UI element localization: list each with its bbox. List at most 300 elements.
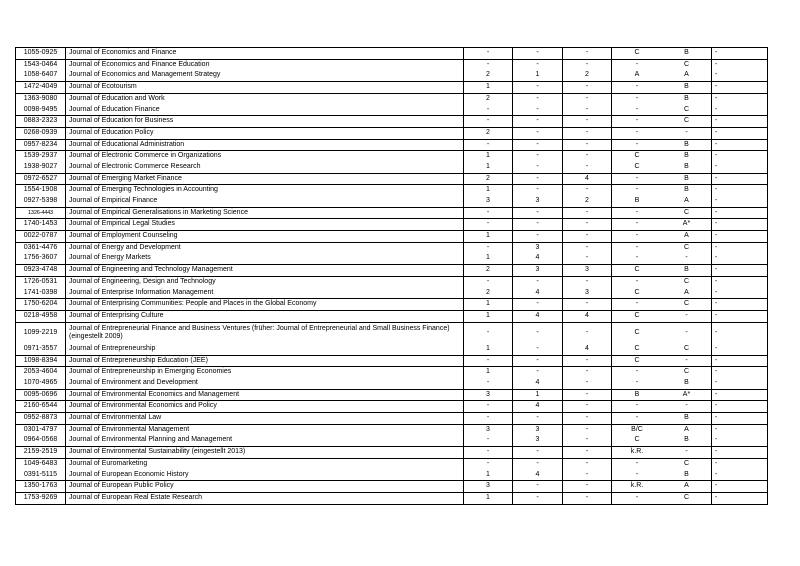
- rating-cell: -: [635, 186, 639, 194]
- rating-cell: -: [715, 60, 718, 68]
- rating-cell: 3: [513, 435, 563, 446]
- journal-name-cell: Journal of Education Finance: [66, 104, 464, 115]
- rating-cell: C: [634, 49, 640, 57]
- rating-cell: -: [513, 60, 563, 71]
- rating-cell: -: [563, 401, 612, 412]
- table-row: [16, 140, 767, 151]
- rating-cell: -: [715, 436, 718, 444]
- rating-cell: 3: [464, 425, 513, 436]
- table-row: [16, 208, 767, 219]
- table-row: [16, 277, 767, 288]
- rating-cell: -: [563, 185, 612, 196]
- rating-cell: 1: [513, 70, 563, 81]
- table-row: [16, 413, 767, 424]
- table-row: [16, 174, 767, 185]
- journal-name-cell: Journal of Economics and Management Strategy: [66, 70, 464, 81]
- rating-cell: -: [464, 401, 513, 412]
- rating-cell: -: [513, 82, 563, 93]
- rating-cell: B/C: [631, 425, 643, 433]
- rating-cell: -: [563, 435, 612, 446]
- journal-name-cell: Journal of Energy and Development: [66, 243, 464, 254]
- issn-cell: 1938-9027: [16, 162, 66, 173]
- journal-name-cell: Journal of Euromarketing: [66, 459, 464, 470]
- journal-name-cell: Journal of Energy Markets: [66, 253, 464, 264]
- journal-name-cell: Journal of Empirical Finance: [66, 196, 464, 207]
- table-row: [16, 243, 767, 254]
- row-group: [16, 401, 767, 413]
- rating-cell: 3: [513, 243, 563, 254]
- row-group: [16, 185, 767, 207]
- rating-cell: -: [464, 459, 513, 470]
- rating-cell: -: [563, 128, 612, 139]
- table-row: [16, 196, 767, 207]
- rating-cell: B: [662, 82, 712, 93]
- issn-cell: 1070-4965: [16, 378, 66, 389]
- rating-cell: -: [513, 94, 563, 105]
- rating-cell: 4: [513, 378, 563, 389]
- rating-cell: -: [464, 413, 513, 424]
- issn-cell: 1350-1763: [16, 481, 66, 492]
- rating-cell: B: [662, 174, 712, 185]
- rating-cell: -: [563, 481, 612, 492]
- rating-cell: B: [662, 94, 712, 105]
- issn-cell: 0927-5398: [16, 196, 66, 207]
- row-group: [16, 94, 767, 116]
- rating-cell: -: [635, 254, 639, 262]
- rating-cell: -: [715, 414, 718, 422]
- rating-cell: -: [513, 356, 563, 367]
- rating-cell: B: [662, 413, 712, 424]
- rating-cell: -: [635, 300, 639, 308]
- rating-cell: -: [635, 470, 639, 478]
- row-group: [16, 356, 767, 368]
- issn-cell: 1726-0531: [16, 277, 66, 288]
- rating-cell: A: [634, 71, 640, 79]
- rating-cell: 1: [464, 469, 513, 480]
- rating-cell: -: [635, 459, 639, 467]
- rating-cell: -: [563, 299, 612, 310]
- rating-cell: -: [563, 231, 612, 242]
- rating-cell: A: [662, 287, 712, 298]
- table-row: [16, 287, 767, 298]
- table-row: [16, 104, 767, 115]
- rating-cell: -: [715, 49, 718, 57]
- rating-cell: 3: [563, 265, 612, 276]
- issn-cell: 1326-4443: [16, 208, 66, 219]
- rating-cell: -: [563, 82, 612, 93]
- rating-cell: -: [635, 83, 639, 91]
- rating-cell: -: [715, 368, 718, 376]
- issn-cell: 1543-0464: [16, 60, 66, 71]
- issn-cell: 1099-2219: [16, 323, 66, 344]
- rating-cell: 1: [464, 151, 513, 162]
- table-row: [16, 60, 767, 71]
- rating-cell: -: [563, 151, 612, 162]
- rating-cell: C: [634, 344, 640, 352]
- journal-name-cell: Journal of Entrepreneurial Finance and Business Ventures (früher: Journal of Entrepreneurial and Small Business Finance) (eingestellt 2009): [66, 323, 464, 344]
- rating-cell: B: [662, 48, 712, 59]
- row-group: [16, 48, 767, 60]
- journal-name-cell: Journal of Entrepreneurship Education (JEE): [66, 356, 464, 367]
- issn-cell: 0268-0939: [16, 128, 66, 139]
- rating-cell: -: [464, 140, 513, 151]
- rating-cell: 4: [563, 311, 612, 322]
- table-row: [16, 253, 767, 264]
- rating-cell: 2: [464, 128, 513, 139]
- rating-cell: -: [563, 323, 612, 344]
- rating-cell: 1: [464, 162, 513, 173]
- rating-cell: -: [715, 117, 718, 125]
- rating-cell: -: [715, 390, 718, 398]
- rating-cell: 1: [464, 253, 513, 264]
- rating-cell: -: [715, 197, 718, 205]
- rating-cell: -: [464, 277, 513, 288]
- rating-cell: -: [662, 401, 712, 412]
- rating-cell: -: [464, 356, 513, 367]
- row-group: [16, 151, 767, 173]
- table-row: [16, 48, 767, 59]
- journal-name-cell: Journal of Empirical Generalisations in Marketing Science: [66, 208, 464, 219]
- row-group: [16, 299, 767, 311]
- rating-cell: -: [635, 117, 639, 125]
- row-group: [16, 323, 767, 356]
- rating-cell: -: [662, 447, 712, 458]
- journal-name-cell: Journal of Empirical Legal Studies: [66, 219, 464, 230]
- rating-cell: 3: [464, 196, 513, 207]
- rating-cell: -: [662, 253, 712, 264]
- journal-name-cell: Journal of Environmental Management: [66, 425, 464, 436]
- rating-cell: 4: [513, 253, 563, 264]
- journal-name-cell: Journal of Emerging Technologies in Accounting: [66, 185, 464, 196]
- issn-cell: 1753-9269: [16, 493, 66, 504]
- table-row: [16, 390, 767, 401]
- row-group: [16, 116, 767, 128]
- rating-cell: -: [635, 232, 639, 240]
- rating-cell: -: [635, 220, 639, 228]
- rating-cell: C: [662, 277, 712, 288]
- rating-cell: -: [563, 48, 612, 59]
- journal-name-cell: Journal of Employment Counseling: [66, 231, 464, 242]
- row-group: [16, 481, 767, 493]
- journal-name-cell: Journal of Enterprising Culture: [66, 311, 464, 322]
- issn-cell: 1098-8394: [16, 356, 66, 367]
- rating-cell: C: [662, 116, 712, 127]
- rating-cell: -: [464, 48, 513, 59]
- rating-cell: -: [464, 378, 513, 389]
- rating-cell: k.R.: [630, 448, 644, 456]
- rating-cell: C: [634, 328, 640, 336]
- rating-cell: -: [513, 323, 563, 344]
- rating-cell: -: [715, 379, 718, 387]
- journal-name-cell: Journal of Environmental Economics and Policy: [66, 401, 464, 412]
- journal-ranking-table: [15, 47, 768, 505]
- table-row: [16, 323, 767, 344]
- rating-cell: -: [715, 254, 718, 262]
- rating-cell: -: [715, 277, 718, 285]
- issn-cell: 0964-0568: [16, 435, 66, 446]
- rating-cell: 1: [464, 367, 513, 378]
- rating-cell: B: [662, 265, 712, 276]
- issn-cell: 0301-4797: [16, 425, 66, 436]
- rating-cell: 3: [464, 390, 513, 401]
- issn-cell: 1539-2937: [16, 151, 66, 162]
- journal-name-cell: Journal of Entrepreneurship: [66, 344, 464, 355]
- rating-cell: -: [635, 60, 639, 68]
- table-row: [16, 185, 767, 196]
- issn-cell: 0361-4476: [16, 243, 66, 254]
- rating-cell: -: [464, 219, 513, 230]
- table-row: [16, 299, 767, 310]
- rating-cell: C: [662, 243, 712, 254]
- rating-cell: -: [662, 311, 712, 322]
- rating-cell: B: [662, 469, 712, 480]
- table-row: [16, 447, 767, 458]
- rating-cell: B: [662, 435, 712, 446]
- rating-cell: 1: [464, 231, 513, 242]
- rating-cell: -: [715, 493, 718, 501]
- rating-cell: -: [464, 435, 513, 446]
- issn-cell: 2159-2519: [16, 447, 66, 458]
- rating-cell: C: [662, 299, 712, 310]
- rating-cell: -: [563, 378, 612, 389]
- rating-cell: -: [563, 140, 612, 151]
- rating-cell: -: [715, 356, 718, 364]
- rating-cell: -: [635, 277, 639, 285]
- table-row: [16, 94, 767, 105]
- rating-cell: -: [715, 243, 718, 251]
- issn-cell: 0883-2323: [16, 116, 66, 127]
- issn-cell: 0095-0696: [16, 390, 66, 401]
- table-row: [16, 435, 767, 446]
- rating-cell: 4: [513, 287, 563, 298]
- rating-cell: 2: [563, 196, 612, 207]
- journal-name-cell: Journal of Electronic Commerce in Organizations: [66, 151, 464, 162]
- rating-cell: -: [635, 140, 639, 148]
- table-row: [16, 311, 767, 322]
- journal-name-cell: Journal of Environmental Economics and Management: [66, 390, 464, 401]
- journal-name-cell: Journal of Education for Business: [66, 116, 464, 127]
- rating-cell: -: [715, 288, 718, 296]
- issn-cell: 0952-8873: [16, 413, 66, 424]
- rating-cell: 1: [464, 344, 513, 355]
- rating-cell: -: [464, 208, 513, 219]
- rating-cell: C: [634, 311, 640, 319]
- row-group: [16, 425, 767, 447]
- rating-cell: -: [715, 232, 718, 240]
- rating-cell: -: [513, 162, 563, 173]
- rating-cell: C: [662, 344, 712, 355]
- table-row: [16, 128, 767, 139]
- issn-cell: 0022-0787: [16, 231, 66, 242]
- rating-cell: -: [715, 470, 718, 478]
- rating-cell: A: [662, 231, 712, 242]
- rating-cell: C: [662, 493, 712, 504]
- rating-cell: 3: [563, 287, 612, 298]
- table-row: [16, 151, 767, 162]
- row-group: [16, 459, 767, 481]
- rating-cell: -: [513, 48, 563, 59]
- rating-cell: -: [513, 447, 563, 458]
- rating-cell: -: [715, 94, 718, 102]
- rating-cell: -: [635, 414, 639, 422]
- rating-cell: -: [635, 128, 639, 136]
- rating-cell: -: [715, 128, 718, 136]
- table-row: [16, 469, 767, 480]
- table-row: [16, 116, 767, 127]
- rating-cell: A: [662, 196, 712, 207]
- row-group: [16, 174, 767, 186]
- rating-cell: -: [513, 151, 563, 162]
- journal-name-cell: Journal of Enterprise Information Management: [66, 287, 464, 298]
- table-row: [16, 344, 767, 355]
- rating-cell: -: [563, 425, 612, 436]
- row-group: [16, 128, 767, 140]
- rating-cell: -: [563, 493, 612, 504]
- rating-cell: -: [513, 174, 563, 185]
- table-row: [16, 82, 767, 93]
- rating-cell: -: [513, 277, 563, 288]
- rating-cell: C: [662, 459, 712, 470]
- rating-cell: B: [662, 151, 712, 162]
- table-row: [16, 219, 767, 230]
- journal-name-cell: Journal of Ecotourism: [66, 82, 464, 93]
- rating-cell: B: [634, 390, 640, 398]
- rating-cell: -: [563, 253, 612, 264]
- issn-cell: 1363-9080: [16, 94, 66, 105]
- rating-cell: -: [563, 60, 612, 71]
- row-group: [16, 265, 767, 277]
- rating-cell: B: [662, 162, 712, 173]
- rating-cell: -: [464, 243, 513, 254]
- row-group: [16, 60, 767, 82]
- rating-cell: C: [634, 266, 640, 274]
- rating-cell: 1: [513, 390, 563, 401]
- rating-cell: -: [563, 390, 612, 401]
- rating-cell: -: [715, 300, 718, 308]
- rating-cell: A: [662, 425, 712, 436]
- rating-cell: -: [715, 208, 718, 216]
- row-group: [16, 447, 767, 459]
- journal-name-cell: Journal of Economics and Finance: [66, 48, 464, 59]
- rating-cell: 2: [464, 70, 513, 81]
- rating-cell: -: [513, 481, 563, 492]
- rating-cell: -: [635, 379, 639, 387]
- issn-cell: 1055-0925: [16, 48, 66, 59]
- rating-cell: -: [563, 459, 612, 470]
- rating-cell: C: [662, 367, 712, 378]
- rating-cell: C: [634, 152, 640, 160]
- rating-cell: B: [634, 197, 640, 205]
- rating-cell: -: [513, 231, 563, 242]
- issn-cell: 0098-9495: [16, 104, 66, 115]
- row-group: [16, 390, 767, 402]
- rating-cell: C: [634, 356, 640, 364]
- rating-cell: -: [563, 94, 612, 105]
- rating-cell: C: [634, 288, 640, 296]
- table-row: [16, 378, 767, 389]
- rating-cell: 4: [513, 311, 563, 322]
- rating-cell: -: [715, 328, 718, 336]
- rating-cell: -: [635, 174, 639, 182]
- rating-cell: -: [464, 116, 513, 127]
- rating-cell: -: [513, 185, 563, 196]
- rating-cell: -: [513, 208, 563, 219]
- journal-name-cell: Journal of Enterprising Communities: People and Places in the Global Economy: [66, 299, 464, 310]
- rating-cell: -: [715, 174, 718, 182]
- journal-name-cell: Journal of European Public Policy: [66, 481, 464, 492]
- table-row: [16, 162, 767, 173]
- journal-name-cell: Journal of Engineering, Design and Technology: [66, 277, 464, 288]
- rating-cell: -: [513, 104, 563, 115]
- journal-name-cell: Journal of Environmental Law: [66, 413, 464, 424]
- rating-cell: 3: [464, 481, 513, 492]
- rating-cell: -: [513, 219, 563, 230]
- rating-cell: -: [513, 493, 563, 504]
- rating-cell: -: [563, 413, 612, 424]
- rating-cell: C: [634, 436, 640, 444]
- issn-cell: 0972-6527: [16, 174, 66, 185]
- rating-cell: -: [563, 243, 612, 254]
- rating-cell: -: [635, 208, 639, 216]
- rating-cell: -: [715, 482, 718, 490]
- issn-cell: 1740-1453: [16, 219, 66, 230]
- journal-name-cell: Journal of Environmental Sustainability (eingestellt 2013): [66, 447, 464, 458]
- rating-cell: -: [513, 299, 563, 310]
- rating-cell: 1: [464, 311, 513, 322]
- rating-cell: 3: [513, 265, 563, 276]
- rating-cell: -: [715, 220, 718, 228]
- rating-cell: -: [662, 356, 712, 367]
- rating-cell: 1: [464, 185, 513, 196]
- rating-cell: -: [715, 162, 718, 170]
- journal-name-cell: Journal of Environment and Development: [66, 378, 464, 389]
- rating-cell: A*: [662, 219, 712, 230]
- rating-cell: -: [635, 105, 639, 113]
- rating-cell: -: [715, 83, 718, 91]
- table-row: [16, 356, 767, 367]
- rating-cell: -: [715, 425, 718, 433]
- table-row: [16, 231, 767, 242]
- table-row: [16, 459, 767, 470]
- rating-cell: -: [715, 459, 718, 467]
- table-row: [16, 265, 767, 276]
- rating-cell: -: [563, 277, 612, 288]
- issn-cell: 1058-6407: [16, 70, 66, 81]
- rating-cell: -: [513, 367, 563, 378]
- journal-name-cell: Journal of Education and Work: [66, 94, 464, 105]
- issn-cell: 2160-6544: [16, 401, 66, 412]
- rating-cell: 2: [464, 174, 513, 185]
- row-group: [16, 277, 767, 299]
- journal-name-cell: Journal of Electronic Commerce Research: [66, 162, 464, 173]
- rating-cell: -: [635, 243, 639, 251]
- rating-cell: 3: [513, 425, 563, 436]
- rating-cell: -: [715, 266, 718, 274]
- table-row: [16, 493, 767, 504]
- rating-cell: -: [513, 116, 563, 127]
- row-group: [16, 208, 767, 220]
- row-group: [16, 219, 767, 231]
- rating-cell: -: [563, 469, 612, 480]
- table-row: [16, 401, 767, 412]
- rating-cell: 4: [563, 174, 612, 185]
- rating-cell: A: [662, 481, 712, 492]
- rating-cell: A: [662, 70, 712, 81]
- issn-cell: 1750-6204: [16, 299, 66, 310]
- rating-cell: B: [662, 378, 712, 389]
- row-group: [16, 493, 767, 504]
- issn-cell: 2053-4604: [16, 367, 66, 378]
